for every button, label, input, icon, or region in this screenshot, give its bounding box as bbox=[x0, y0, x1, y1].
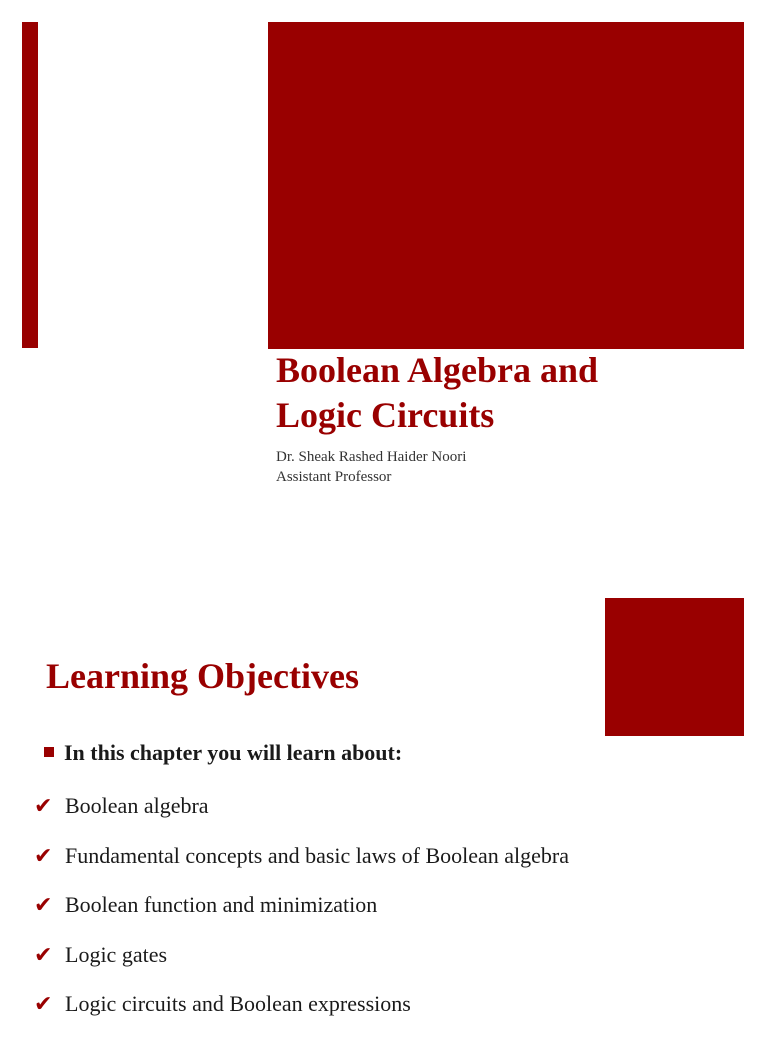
slide-title bbox=[276, 348, 746, 438]
list-item-text: Logic gates bbox=[65, 941, 168, 967]
list-item-text: Boolean algebra bbox=[65, 793, 209, 818]
checkmark-icon: ✔ bbox=[34, 892, 53, 917]
list-item bbox=[34, 990, 569, 1040]
intro-text: In this chapter you will learn about: bbox=[64, 740, 403, 765]
objectives-title: Learning Objectives bbox=[46, 656, 359, 696]
objectives-slide bbox=[0, 560, 768, 1024]
author-block bbox=[276, 447, 466, 487]
list-item-text: Fundamental concepts and basic laws of Boolean algebra bbox=[65, 842, 570, 868]
checkmark-icon: ✔ bbox=[34, 793, 53, 818]
slide-title-line: Boolean Algebra and bbox=[276, 350, 599, 390]
list-item bbox=[34, 891, 569, 941]
accent-block bbox=[268, 22, 744, 349]
objectives-list bbox=[34, 792, 569, 1040]
list-item bbox=[34, 941, 569, 991]
intro-line bbox=[44, 740, 402, 766]
author-name: Dr. Sheak Rashed Haider Noori bbox=[276, 449, 467, 465]
checkmark-icon: ✔ bbox=[34, 991, 53, 1016]
square-bullet-icon bbox=[44, 747, 54, 757]
checkmark-icon: ✔ bbox=[34, 941, 53, 967]
slide-title-line: Logic Circuits bbox=[276, 395, 495, 435]
list-item-text: Boolean function and minimization bbox=[65, 892, 378, 917]
accent-block bbox=[605, 598, 744, 736]
list-item-text: Logic circuits and Boolean expressions bbox=[65, 991, 411, 1016]
list-item bbox=[34, 792, 569, 842]
list-item bbox=[34, 842, 569, 892]
checkmark-icon: ✔ bbox=[34, 842, 53, 868]
accent-vertical-bar bbox=[22, 22, 38, 348]
author-position: Assistant Professor bbox=[276, 469, 392, 485]
